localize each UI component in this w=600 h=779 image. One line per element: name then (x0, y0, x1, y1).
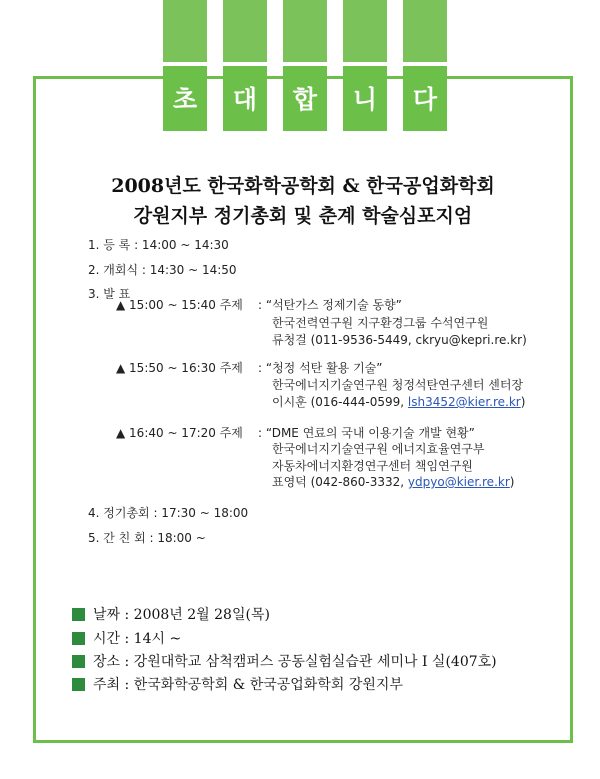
info-text: 시간 : 14시 ~ (93, 631, 182, 647)
banner-char: 니 (352, 85, 378, 114)
banner-column (283, 0, 327, 131)
talk-affiliation: 한국에너지기술연구원 에너지효율연구부 (272, 442, 485, 456)
banner-char: 초 (172, 85, 198, 114)
talk-speaker (272, 332, 527, 348)
banner-char: 다 (412, 85, 438, 114)
talk-topic: : “석탄가스 정제기술 동향” (258, 298, 402, 312)
square-bullet-icon (72, 655, 85, 668)
talk-topic: : “청정 석탄 활용 기술” (258, 361, 383, 375)
square-bullet-icon (72, 608, 85, 621)
talk-affiliation: 한국전력연구원 지구환경그룹 수석연구원 (272, 316, 489, 330)
speaker-tail: ) (520, 395, 526, 409)
speaker-email-link[interactable]: lsh3452@kier.re.kr (407, 395, 521, 409)
info-text: 주최 : 한국화학공학회 & 한국공업화학회 강원지부 (93, 677, 403, 693)
program-item-presentations: 3. 발 표 (88, 287, 131, 301)
speaker-email-link[interactable]: ydpyo@kier.re.kr (407, 475, 510, 489)
talk-speaker (272, 474, 514, 490)
page-title: 2008년도 한국화학공학회 & 한국공업화학회 (111, 175, 495, 197)
talk-affiliation: 자동차에너지환경연구센터 책임연구원 (272, 459, 473, 473)
square-bullet-icon (72, 632, 85, 645)
banner-column (403, 0, 447, 131)
info-text: 장소 : 강원대학교 삼척캠퍼스 공동실험실습관 세미나 I 실(407호) (93, 654, 497, 670)
info-time (72, 628, 181, 648)
talk-time: ▲ 15:00 ~ 15:40 주제 (116, 298, 243, 312)
talk-time: ▲ 15:50 ~ 16:30 주제 (116, 361, 243, 375)
talk-speaker (272, 394, 525, 410)
program-item-opening: 2. 개회식 : 14:30 ~ 14:50 (88, 263, 237, 277)
program-item-registration: 1. 등 록 : 14:00 ~ 14:30 (88, 238, 229, 252)
banner-column (223, 0, 267, 131)
talk-time: ▲ 16:40 ~ 17:20 주제 (116, 426, 243, 440)
talk-topic: : “DME 연료의 국내 이용기술 개발 현황” (258, 426, 475, 440)
banner-char: 대 (232, 85, 258, 114)
speaker-text: 류청걸 (011-9536-5449, ckryu@kepri.re.kr) (272, 333, 527, 347)
speaker-tail: ) (509, 475, 515, 489)
talk-affiliation: 한국에너지기술연구원 청정석탄연구센터 센터장 (272, 378, 524, 392)
page-subtitle: 강원지부 정기총회 및 춘계 학술심포지엄 (133, 205, 473, 227)
info-date (72, 604, 270, 624)
banner-column (163, 0, 207, 131)
info-text: 날짜 : 2008년 2월 28일(목) (93, 607, 270, 623)
program-item-reception: 5. 간 친 회 : 18:00 ~ (88, 531, 206, 545)
speaker-text: 이시훈 (016-444-0599, (272, 395, 408, 409)
banner-column (343, 0, 387, 131)
info-place (72, 651, 497, 671)
program-item-general-meeting: 4. 정기총회 : 17:30 ~ 18:00 (88, 506, 249, 520)
banner-char: 합 (292, 85, 318, 114)
square-bullet-icon (72, 678, 85, 691)
info-host (72, 674, 403, 694)
speaker-text: 표영덕 (042-860-3332, (272, 475, 408, 489)
